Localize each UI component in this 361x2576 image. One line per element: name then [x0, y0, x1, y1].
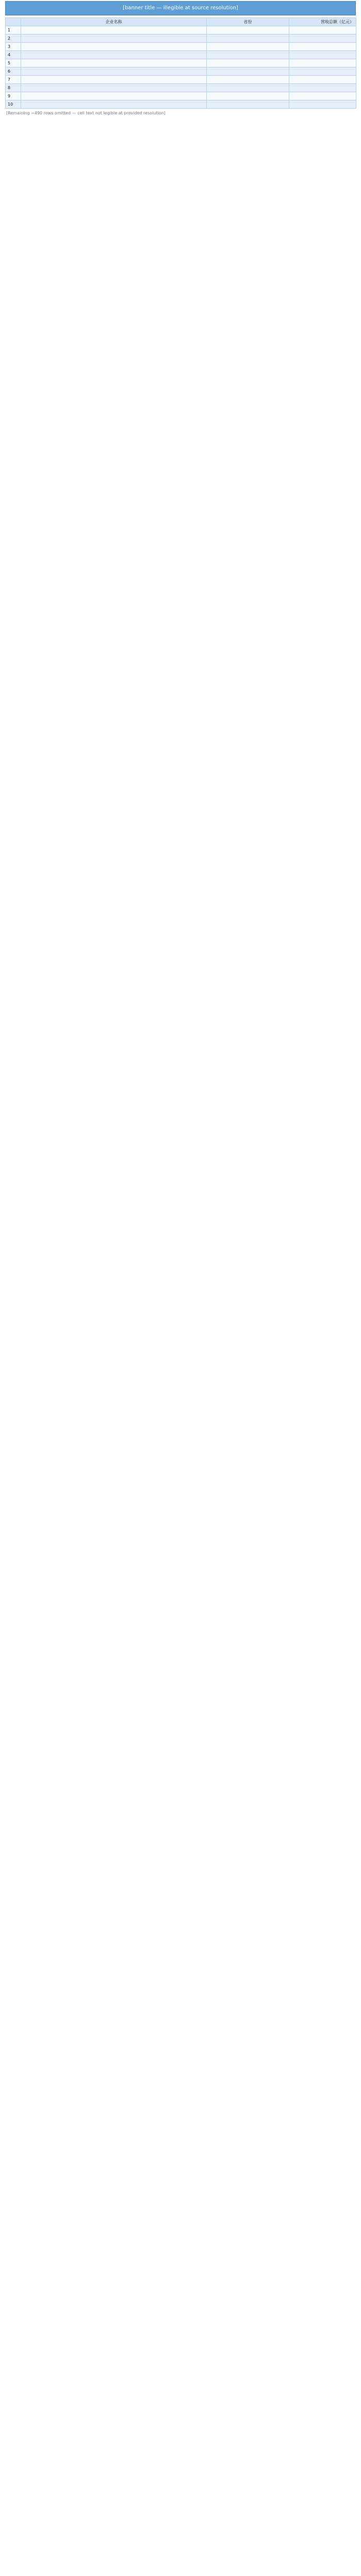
ranking-sheet — [0, 0, 361, 120]
row-index: 1 — [6, 26, 21, 35]
revenue-value — [289, 43, 356, 51]
table-row — [6, 35, 356, 43]
header-row — [6, 18, 356, 26]
row-index: 4 — [6, 51, 21, 59]
table-row — [6, 43, 356, 51]
table-row — [6, 51, 356, 59]
company-name — [21, 92, 207, 100]
revenue-value — [289, 67, 356, 76]
table-row — [6, 92, 356, 100]
company-name — [21, 51, 207, 59]
ranking-table — [5, 18, 356, 109]
company-name — [21, 26, 207, 35]
province — [207, 100, 289, 109]
table-row — [6, 100, 356, 109]
province — [207, 43, 289, 51]
revenue-value — [289, 51, 356, 59]
revenue-value — [289, 35, 356, 43]
table-header — [6, 18, 356, 26]
header-province: 省份 — [207, 18, 289, 26]
row-index: 9 — [6, 92, 21, 100]
header-index — [6, 18, 21, 26]
province — [207, 59, 289, 67]
row-index: 2 — [6, 35, 21, 43]
table-row — [6, 76, 356, 84]
revenue-value — [289, 59, 356, 67]
province — [207, 76, 289, 84]
row-index: 7 — [6, 76, 21, 84]
company-name — [21, 67, 207, 76]
revenue-value — [289, 76, 356, 84]
row-index: 5 — [6, 59, 21, 67]
table-row — [6, 67, 356, 76]
province — [207, 51, 289, 59]
company-name — [21, 43, 207, 51]
row-index: 3 — [6, 43, 21, 51]
company-name — [21, 100, 207, 109]
header-value: 营收总额（亿元） — [289, 18, 356, 26]
table-row — [6, 59, 356, 67]
omission-note: [Remaining ~490 rows omitted — cell text not legible at provided resolution] — [6, 111, 166, 115]
province — [207, 35, 289, 43]
row-index: 8 — [6, 84, 21, 92]
company-name — [21, 76, 207, 84]
table-row — [6, 84, 356, 92]
row-index: 10 — [6, 100, 21, 109]
province — [207, 26, 289, 35]
revenue-value — [289, 100, 356, 109]
row-index: 6 — [6, 67, 21, 76]
revenue-value — [289, 92, 356, 100]
company-name — [21, 84, 207, 92]
revenue-value — [289, 84, 356, 92]
revenue-value — [289, 26, 356, 35]
table-body — [6, 26, 356, 109]
table-title-banner: [banner title — illegible at source resolution] — [5, 1, 356, 15]
company-name — [21, 59, 207, 67]
table-row — [6, 26, 356, 35]
company-name — [21, 35, 207, 43]
province — [207, 84, 289, 92]
province — [207, 67, 289, 76]
province — [207, 92, 289, 100]
header-name: 企业名称 — [21, 18, 207, 26]
